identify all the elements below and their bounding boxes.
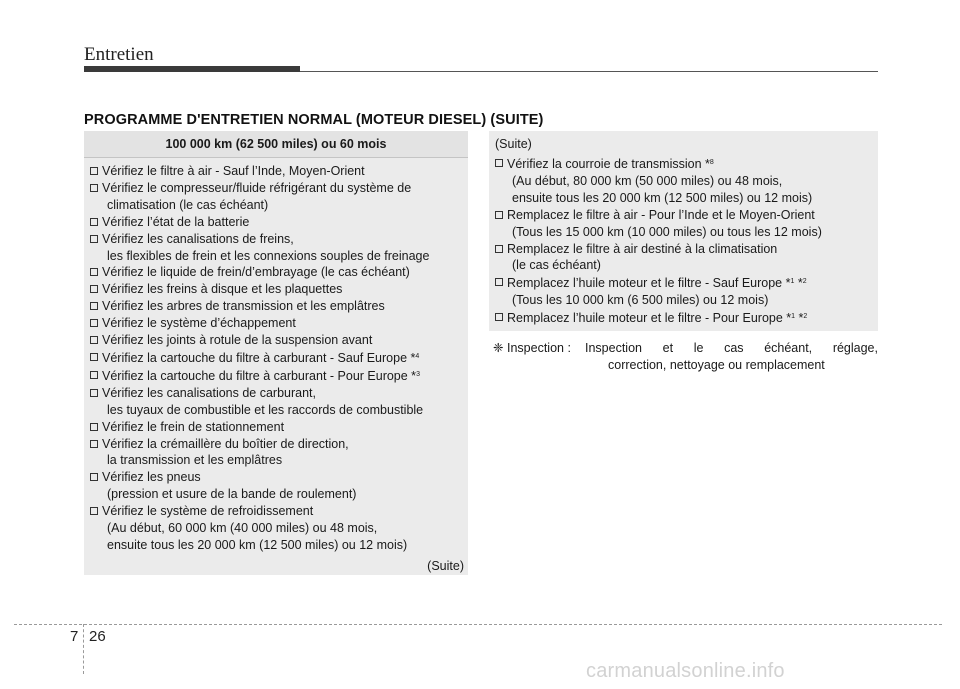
checklist-item <box>90 503 464 554</box>
checkbox-icon <box>90 184 98 192</box>
item-text: Vérifiez le système d’échappement <box>102 316 296 331</box>
item-text-cont: les flexibles de frein et les connexions souples de freinage <box>107 248 430 263</box>
watermark: carmanualsonline.info <box>586 660 785 682</box>
checkbox-icon <box>90 353 98 361</box>
checkbox-icon <box>495 159 503 167</box>
item-text: Vérifiez les canalisations de carburant, <box>102 385 317 400</box>
item-text: Vérifiez les pneus <box>102 470 201 485</box>
footer-dashed-divider <box>83 624 84 674</box>
checkbox-icon <box>90 423 98 431</box>
item-text: Vérifiez les joints à rotule de la suspension avant <box>102 333 373 348</box>
item-text-cont: ensuite tous les 20 000 km (12 500 miles) ou 12 mois) <box>107 537 408 552</box>
item-text: Vérifiez les canalisations de freins, <box>102 231 294 246</box>
checkbox-icon <box>90 440 98 448</box>
checkbox-icon <box>495 211 503 219</box>
page-header-title: Entretien <box>84 44 154 65</box>
checklist-item <box>495 309 872 327</box>
item-text: Vérifiez le compresseur/fluide réfrigérant du système de <box>102 180 412 195</box>
checkbox-icon <box>90 389 98 397</box>
footnote-ref: 4 <box>415 352 420 360</box>
checkbox-icon <box>90 235 98 243</box>
item-text-cont: (pression et usure de la bande de roulement) <box>107 487 357 502</box>
item-text-cont: (Au début, 80 000 km (50 000 miles) ou 48 mois, <box>512 173 783 188</box>
item-text: Vérifiez les arbres de transmission et les emplâtres <box>102 299 385 314</box>
item-text: Vérifiez le frein de stationnement <box>102 419 285 434</box>
checkbox-icon <box>90 336 98 344</box>
suite-label: (Suite) <box>427 559 464 573</box>
inspection-note <box>493 340 878 374</box>
page-number: 26 <box>89 628 106 645</box>
item-text: Vérifiez la courroie de transmission * <box>507 157 710 171</box>
checkbox-icon <box>495 313 503 321</box>
item-text: Vérifiez la crémaillère du boîtier de direction, <box>102 436 349 451</box>
note-row <box>493 340 878 357</box>
checkbox-icon <box>495 278 503 286</box>
checklist-item <box>90 385 464 419</box>
checklist-item <box>90 163 464 180</box>
item-text: Vérifiez le liquide de frein/d’embrayage (le cas échéant) <box>102 265 410 280</box>
item-text: Vérifiez la cartouche du filtre à carburant - Pour Europe * <box>102 368 417 383</box>
schedule-heading: 100 000 km (62 500 miles) ou 60 mois <box>84 131 468 158</box>
checkbox-icon <box>90 268 98 276</box>
checklist-item <box>90 180 464 214</box>
item-text-cont: ensuite tous les 20 000 km (12 500 miles) ou 12 mois) <box>512 190 813 205</box>
footnote-star: * <box>795 311 804 326</box>
checklist-item <box>90 469 464 503</box>
footnote-ref: 2 <box>803 313 808 321</box>
footnote-ref: 2 <box>802 278 807 286</box>
checkbox-icon <box>90 473 98 481</box>
item-text-cont: (Tous les 15 000 km (10 000 miles) ou tous les 12 mois) <box>512 224 822 239</box>
checklist-item <box>90 281 464 298</box>
right-schedule-box <box>489 131 878 331</box>
header-rule <box>300 71 878 72</box>
item-text: Remplacez l’huile moteur et le filtre - Sauf Europe * <box>507 276 791 291</box>
chapter-number: 7 <box>70 628 79 645</box>
checklist-item <box>495 274 872 309</box>
left-checklist <box>84 158 468 554</box>
footnote-ref: 1 <box>790 278 795 286</box>
item-text: Remplacez l’huile moteur et le filtre - Pour Europe * <box>507 311 792 326</box>
checklist-item <box>90 264 464 281</box>
item-text: Vérifiez les freins à disque et les plaquettes <box>102 282 343 297</box>
footnote-star: * <box>794 276 803 291</box>
item-text-cont: (le cas échéant) <box>512 258 601 273</box>
checklist-item <box>90 436 464 470</box>
header-bar <box>84 66 300 72</box>
suite-label: (Suite) <box>495 137 532 151</box>
checklist-item <box>495 155 872 207</box>
item-text-cont: les tuyaux de combustible et les raccords de combustible <box>107 402 424 417</box>
item-text: Remplacez le filtre à air - Pour l’Inde et le Moyen-Orient <box>507 207 815 222</box>
checklist-item <box>495 241 872 275</box>
checkbox-icon <box>90 302 98 310</box>
note-definition-cont: correction, nettoyage ou remplacement <box>608 358 825 372</box>
checklist-item <box>90 332 464 349</box>
checkbox-icon <box>90 218 98 226</box>
right-checklist <box>495 155 872 327</box>
footer-dashed-rule <box>14 624 942 625</box>
item-text-cont: (Tous les 10 000 km (6 500 miles) ou 12 mois) <box>512 293 769 308</box>
item-text: Vérifiez l’état de la batterie <box>102 214 250 229</box>
checkbox-icon <box>495 245 503 253</box>
item-text: Vérifiez la cartouche du filtre à carburant - Sauf Europe * <box>102 350 416 365</box>
checklist-item <box>90 367 464 385</box>
checkbox-icon <box>90 285 98 293</box>
checklist-item <box>90 231 464 265</box>
note-definition: Inspection et le cas échéant, réglage, <box>585 341 878 355</box>
checklist-item <box>90 349 464 367</box>
left-schedule-box <box>84 131 468 575</box>
item-text: Vérifiez le filtre à air - Sauf l’Inde, Moyen-Orient <box>102 164 365 178</box>
checklist-item <box>90 298 464 315</box>
checklist-item <box>90 214 464 231</box>
item-text-cont: la transmission et les emplâtres <box>107 453 283 468</box>
checkbox-icon <box>90 371 98 379</box>
footnote-ref: 3 <box>416 370 420 378</box>
checkbox-icon <box>90 319 98 327</box>
footnote-ref: 1 <box>791 313 796 321</box>
item-text: Vérifiez le système de refroidissement <box>102 504 314 519</box>
checklist-item <box>90 419 464 436</box>
checklist-item <box>90 315 464 332</box>
note-symbol: ❈ <box>493 341 504 355</box>
checklist-item <box>495 207 872 241</box>
item-text-cont: (Au début, 60 000 km (40 000 miles) ou 48 mois, <box>107 521 378 536</box>
note-label: Inspection : <box>507 341 571 355</box>
checkbox-icon <box>90 167 98 175</box>
item-text-cont: climatisation (le cas échéant) <box>107 197 269 212</box>
checkbox-icon <box>90 507 98 515</box>
item-text: Remplacez le filtre à air destiné à la climatisation <box>507 241 778 256</box>
footnote-ref: 8 <box>709 159 714 166</box>
section-title: PROGRAMME D'ENTRETIEN NORMAL (MOTEUR DIESEL) (SUITE) <box>84 112 544 128</box>
